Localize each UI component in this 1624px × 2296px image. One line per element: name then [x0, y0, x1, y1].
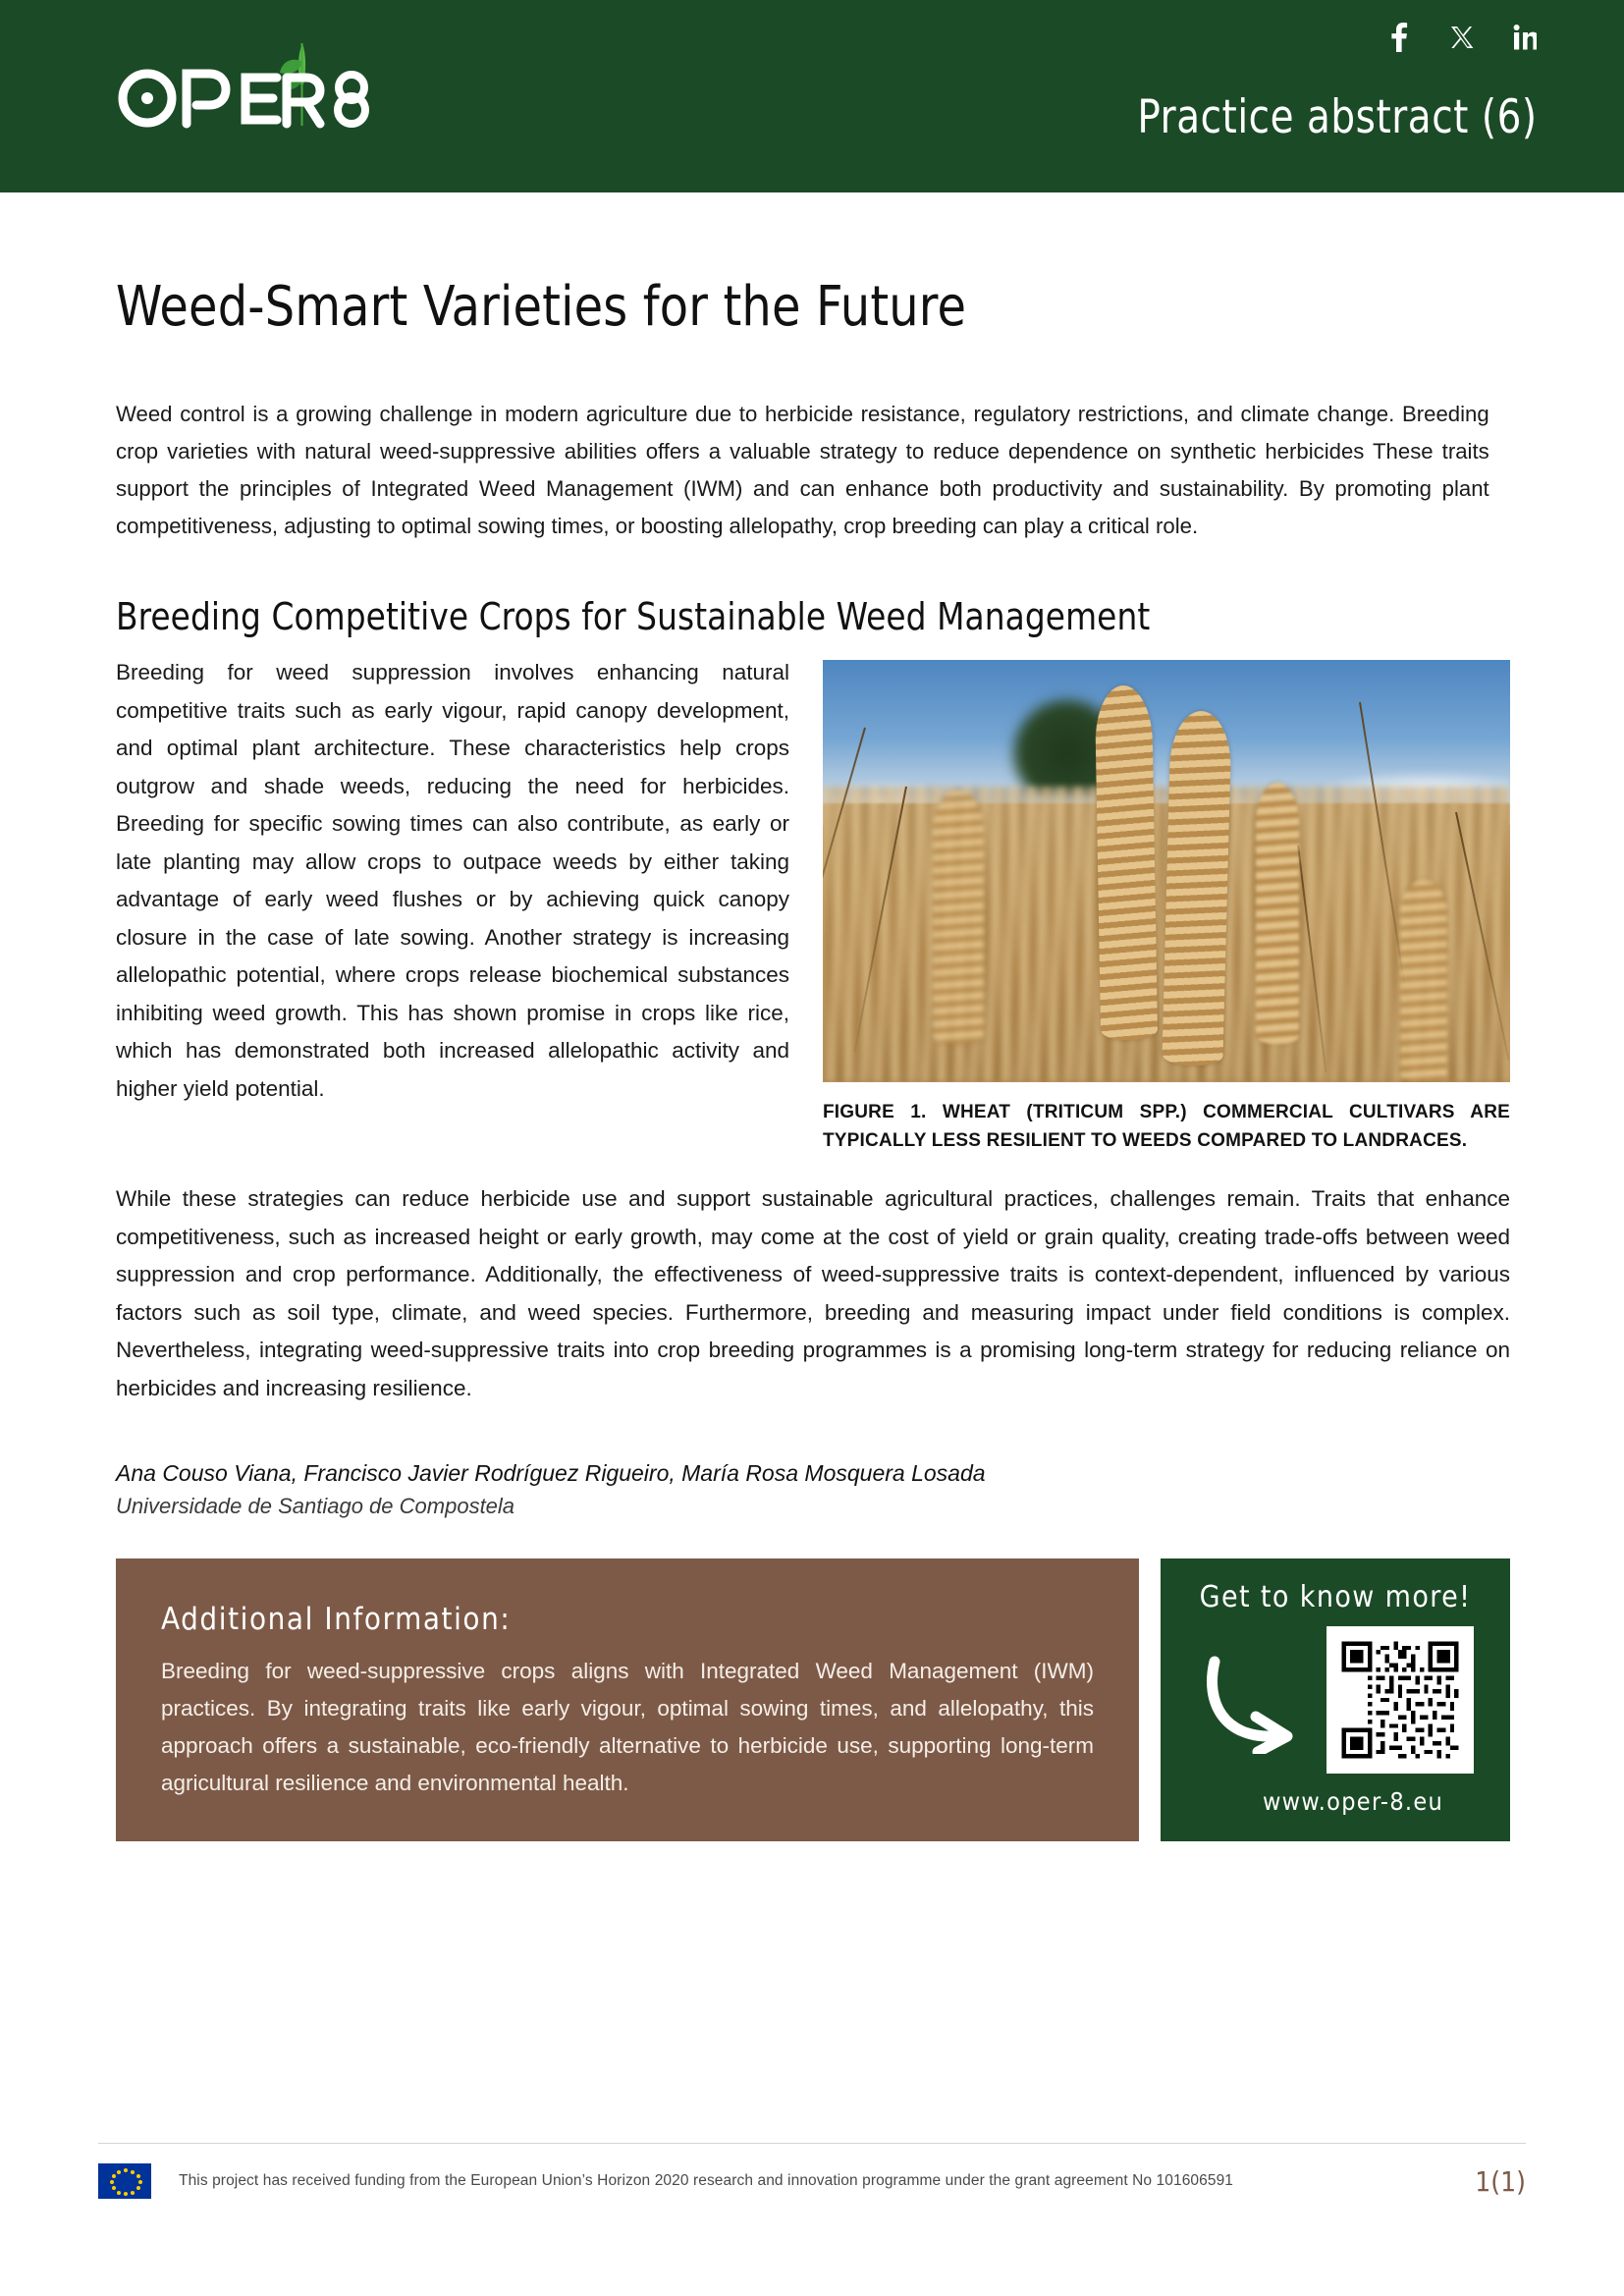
affiliation-line: Universidade de Santiago de Compostela [116, 1494, 515, 1519]
closing-paragraph: While these strategies can reduce herbicide use and support sustainable agricultural practices, challenges remain. Traits that enhance competitiveness, such as increased height or early growth, may come at the cost of yield or grain quality, creating trade-offs between weed suppression and crop performance. Additionally, the effectiveness of weed-suppressive traits is context-dependent, influenced by various factors such as soil type, climate, and weed species. Furthermore, breeding and measuring impact under field conditions is complex. Nevertheless, integrating weed-suppressive traits into crop breeding programmes is a promising long-term strategy for reducing reliance on herbicides and increasing resilience. [116, 1186, 1510, 1400]
intro-paragraph: Weed control is a growing challenge in modern agriculture due to herbicide resistance, regulatory restrictions, and climate change. Breeding crop varieties with natural weed-suppressive abilities offers a valuable strategy to reduce dependence on synthetic herbicides These traits support the principles of Integrated Weed Management (IWM) and can enhance both productivity and sustainability. By promoting plant competitiveness, adjusting to optimal sowing times, or boosting allelopathy, crop breeding can play a critical role. [116, 401, 1489, 538]
page-number: 1(1) [1475, 2164, 1526, 2198]
linkedin-icon[interactable] [1510, 21, 1540, 54]
footer-divider [98, 2143, 1526, 2144]
section-body-with-figure [116, 654, 1510, 1152]
social-links [1384, 16, 1540, 59]
qr-code-icon[interactable] [1326, 1626, 1474, 1774]
qr-panel-url[interactable]: www.oper-8.eu [1262, 1787, 1444, 1817]
page-header [0, 0, 1624, 192]
photo-wheat-ear [1162, 710, 1231, 1066]
photo-wheat-ear [1256, 783, 1299, 1045]
figure-caption: FIGURE 1. WHEAT (TRITICUM SPP.) COMMERCIAL CULTIVARS ARE TYPICALLY LESS RESILIENT TO WEEDS COMPARED TO LANDRACES. [823, 1102, 1510, 1152]
additional-information-body: Breeding for weed-suppressive crops aligns with Integrated Weed Management (IWM) practices. By integrating traits like early vigour, optimal sowing times, and allelopathy, this approach offers a sustainable, eco-friendly alternative to herbicide use, supporting long-term agricultural resilience and environmental health. [161, 1659, 1094, 1796]
page-footer [98, 2163, 1526, 2199]
oper8-logo [110, 41, 405, 130]
photo-wheat-ear [933, 791, 984, 1044]
additional-information-title: Additional Information: [161, 1602, 512, 1638]
curved-arrow-icon [1197, 1646, 1325, 1754]
document-content [116, 192, 1510, 1841]
authors-line: Ana Couso Viana, Francisco Javier Rodríguez Rigueiro, María Rosa Mosquera Losada [116, 1460, 986, 1487]
eu-flag-icon [98, 2163, 151, 2199]
qr-panel[interactable] [1161, 1558, 1510, 1841]
photo-wheat-ear [1400, 880, 1447, 1082]
figure-1 [823, 660, 1510, 1155]
header-title: Practice abstract (6) [1137, 90, 1538, 144]
funding-statement: This project has received funding from the European Union’s Horizon 2020 research and innovation programme under the grant agreement No 101606591 [179, 2172, 1234, 2189]
facebook-icon[interactable] [1384, 21, 1414, 54]
section-heading: Breeding Competitive Crops for Sustainable Weed Management [116, 594, 1151, 638]
photo-wheat-ear [1095, 684, 1158, 1040]
qr-panel-title: Get to know more! [1199, 1580, 1472, 1615]
wheat-photo [823, 660, 1510, 1082]
page-title: Weed-Smart Varieties for the Future [116, 275, 967, 339]
additional-information-panel [116, 1558, 1139, 1841]
qr-panel-body [1180, 1626, 1490, 1774]
x-twitter-icon[interactable] [1447, 21, 1477, 54]
section-body-paragraph: Breeding for weed suppression involves enhancing natural competitive traits such as early vigour, rapid canopy development, and optimal plant architecture. These characteristics help crops outgrow and shade weeds, reducing the need for herbicides. Breeding for specific sowing times can also contribute, as early or late planting may allow crops to outpace weeds by either taking advantage of early weed flushes or by achieving quick canopy closure in the case of late sowing. Another strategy is increasing allelopathic potential, where crops release biochemical substances inhibiting weed growth. This has shown promise in crops like rice, which has demonstrated both increased allelopathic activity and higher yield potential. [116, 660, 789, 1101]
bottom-panels [116, 1558, 1510, 1841]
